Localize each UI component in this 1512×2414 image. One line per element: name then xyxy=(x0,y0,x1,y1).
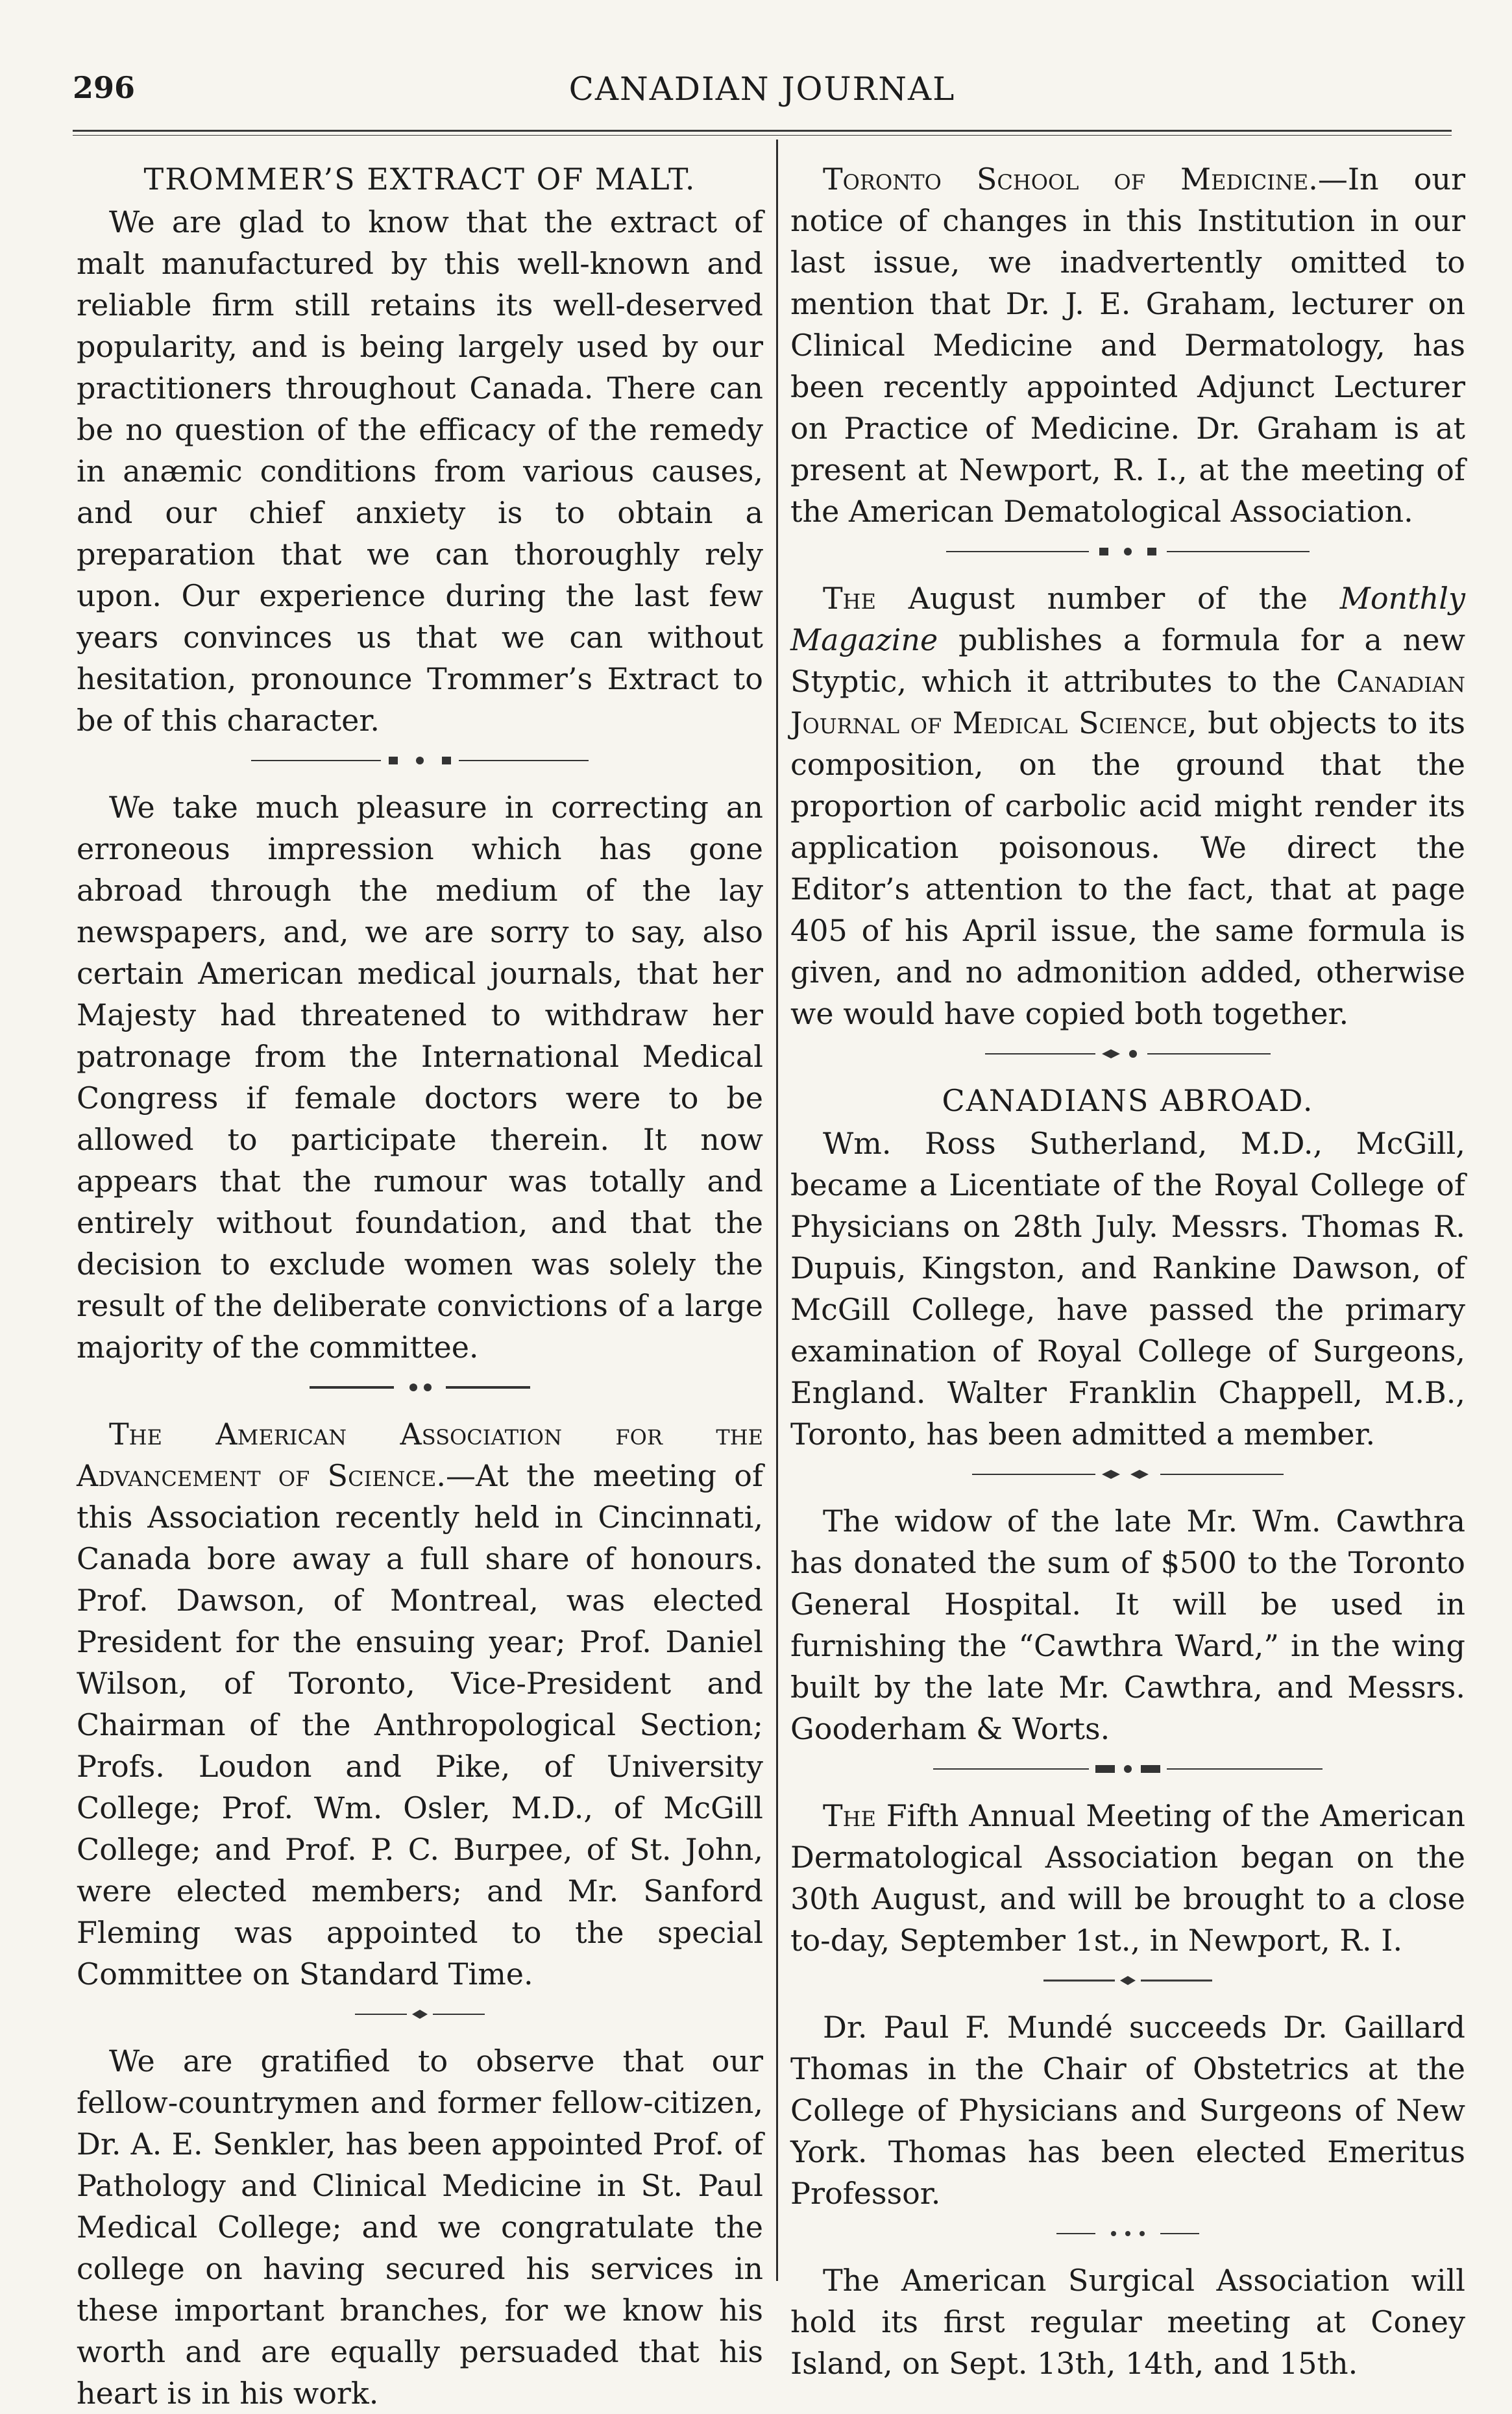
article-lead: The xyxy=(823,1798,876,1833)
journal-title: CANADIAN JOURNAL xyxy=(568,70,956,108)
article-munde xyxy=(790,2006,1465,2214)
article-heading: TROMMER’S EXTRACT OF MALT. xyxy=(143,162,696,197)
section-ornament xyxy=(251,754,589,767)
article-text: Fifth Annual Meeting of the American Dermatological Association began on the 30th August, and will be brought to a close to-day, September 1st., in Newport, R. I. xyxy=(790,1798,1465,1958)
article-body: Wm. Ross Sutherland, M.D., McGill, became a Licentiate of the Royal College of Physicians on 28th July. Messrs. Thomas R. Dupuis, Kingston, and Rankine Dawson, of McGill College, have passed the primary examination of Royal College of Surgeons, England. Walter Franklin Chappell, M.B., Toronto, has been admitted a member. xyxy=(790,1126,1465,1452)
article-text: publishes a formula for a new Styptic, which it attributes to the xyxy=(790,622,1465,699)
page-number: 296 xyxy=(73,70,136,105)
running-head xyxy=(73,70,1452,122)
article-text: , but objects to its composition, on the ground that the proportion of carbolic acid might render its application poisonous. We direct the Editor’s attention to the fact, that at page 405 of his April issue, the same formula is given, and no admonition added, otherwise we would have copied both together. xyxy=(790,705,1466,1031)
article-styptic xyxy=(790,578,1465,1034)
header-rule-thin xyxy=(73,135,1452,136)
left-column xyxy=(77,158,763,2411)
article-congress-correction xyxy=(77,786,763,1368)
section-ornament xyxy=(1056,2227,1199,2240)
article-cawthra xyxy=(790,1500,1465,1750)
article-trommer-malt xyxy=(77,158,763,741)
section-ornament xyxy=(972,1468,1284,1481)
article-lead: The xyxy=(823,581,876,616)
article-text: August number of the xyxy=(875,581,1340,616)
journal-name: Canadian Journal of Medical Science xyxy=(790,664,1465,740)
header-rule xyxy=(73,130,1452,132)
article-canadians-abroad xyxy=(790,1080,1465,1455)
article-body: Dr. Paul F. Mundé succeeds Dr. Gaillard Thomas in the Chair of Obstetrics at the College of Physicians and Surgeons of New York. Thomas has been elected Emeritus Professor. xyxy=(790,2010,1465,2211)
article-body: The American Surgical Association will hold its first regular meeting at Coney Island, on Sept. 13th, 14th, and 15th. xyxy=(790,2263,1465,2381)
article-body: We are gratified to observe that our fellow-countrymen and former fellow-citizen, Dr. A. E. Senkler, has been appointed Prof. of Pathology and Clinical Medicine in St. Paul Medical College; and we congratulate the college on having secured his services in these important branches, for we know his worth and are equally persuaded that his heart is in his work. xyxy=(77,2043,763,2411)
section-ornament xyxy=(985,1047,1271,1060)
article-body: The widow of the late Mr. Wm. Cawthra has donated the sum of $500 to the Toronto General Hospital. It will be used in furnishing the “Cawthra Ward,” in the wing built by the late Mr. Cawthra, and Messrs. Gooderham & Worts. xyxy=(790,1504,1465,1746)
article-senkler xyxy=(77,2040,763,2414)
article-heading: CANADIANS ABROAD. xyxy=(942,1083,1314,1118)
article-body xyxy=(790,578,1465,1034)
article-body xyxy=(77,1413,763,1995)
article-text: —In our notice of changes in this Institution in our last issue, we inadvertently omitted to mention that Dr. J. E. Graham, lecturer on Clinical Medicine and Dermatology, has been recently appointed Adjunct Lecturer on Practice of Medicine. Dr. Graham is at present at Newport, R. I., at the meeting of the American Dematological Association. xyxy=(790,162,1465,529)
article-lead: Toronto School of Medicine. xyxy=(823,162,1318,197)
article-body: We take much pleasure in correcting an erroneous impression which has gone abroad through the medium of the lay newspapers, and, we are sorry to say, also certain American medical journals, that her Majesty had threatened to withdraw her patronage from the International Medical Congress if female doctors were to be allowed to participate therein. It now appears that the rumour was totally and entirely without foundation, and that the decision to exclude women was solely the result of the deliberate convictions of a large majority of the committee. xyxy=(77,790,763,1365)
article-surgical-association xyxy=(790,2260,1465,2384)
article-toronto-school xyxy=(790,158,1465,532)
article-lead: The American Association for the Advancement of Science. xyxy=(77,1417,763,1493)
article-body xyxy=(790,1795,1465,1961)
section-ornament xyxy=(933,1762,1323,1775)
column-divider xyxy=(776,140,778,2281)
section-ornament xyxy=(946,545,1310,558)
article-dermatological-meeting xyxy=(790,1795,1465,1961)
magazine-title: Monthly Magazine xyxy=(790,581,1465,657)
section-ornament xyxy=(1043,1974,1212,1987)
article-body: We are glad to know that the extract of malt manufactured by this well-known and reliable firm still retains its well-deserved popularity, and is being largely used by our practitioners throughout Canada. There can be no question of the efficacy of the remedy in anæmic conditions from various causes, and our chief anxiety is to obtain a preparation that we can thoroughly rely upon. Our experience during the last few years convinces us that we can without hesitation, pronounce Trommer’s Extract to be of this character. xyxy=(77,204,763,738)
article-text: —At the meeting of this Association recently held in Cincinnati, Canada bore away a full share of honours. Prof. Dawson, of Montreal, was elected President for the ensuing year; Prof. Daniel Wilson, of Toronto, Vice-President and Chairman of the Anthropological Section; Profs. Loudon and Pike, of University College; Prof. Wm. Osler, M.D., of McGill College; and Prof. P. C. Burpee, of St. John, were elected members; and Mr. Sanford Fleming was appointed to the special Committee on Standard Time. xyxy=(77,1458,763,1992)
right-column xyxy=(790,158,1466,2381)
article-body xyxy=(790,158,1465,532)
section-ornament xyxy=(310,1381,530,1394)
article-american-association xyxy=(77,1413,763,1995)
section-ornament xyxy=(355,2008,485,2021)
